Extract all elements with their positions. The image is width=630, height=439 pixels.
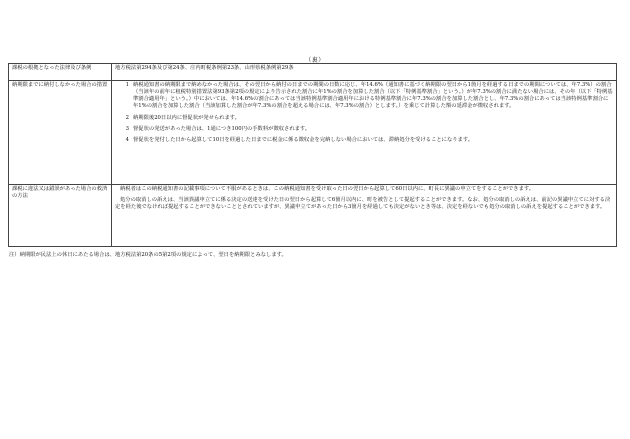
legal-basis-label: 課税の根拠となった法律及び条例 <box>9 64 112 81</box>
remedy-paragraph: 納税者はこの納税通知書の記載事項について不服があるときは、この納税通知書を受け取った日の翌日から起算して60日以内に、町長に異議の申立てをすることができます。 <box>120 186 535 192</box>
remedy-label: 課税に違法又は錯誤があった場合の救済の方法 <box>9 185 112 247</box>
item-number: 4 <box>125 136 129 143</box>
remedy-content <box>112 185 617 247</box>
item-text: 督促状の発送があった場合は、1通につき100円の手数料が徴収されます。 <box>133 125 311 132</box>
item-number: 2 <box>125 114 129 121</box>
item-text: 督促状を発付した日から起算して10日を経過した日までに税金に係る徴収金を完納しない場合においては、滞納処分を受けることになります。 <box>133 136 474 143</box>
list-item <box>115 82 613 111</box>
footnote: 注）納期限が民法上の休日にあたる場合は、地方税法第20条の5第2項の規定によって、翌日を納期限とみなします。 <box>9 252 287 258</box>
list-item <box>115 126 613 133</box>
legal-basis-content: 地方税法第294条及び第24条、庄内町税条例第23条、山形県税条例第29条 <box>112 64 617 81</box>
back-side-label: （裏） <box>305 57 325 64</box>
table-row-late-payment-measures <box>9 81 617 185</box>
tax-notice-info-table <box>8 63 617 247</box>
table-row-legal-basis <box>9 64 617 81</box>
late-payment-content <box>112 81 617 185</box>
list-item <box>115 137 613 144</box>
item-number: 1 <box>125 82 129 88</box>
remedy-paragraph: 処分の取消しの訴えは、当該異議申立てに係る決定の送達を受けた日の翌日から起算して6箇月以内に、町を被告として提起することができます。なお、処分の取消しの訴えは、前記の異議申立てに対する決定を経た後でなければ提起することができないこととされていますが、異議申立てがあった日から3箇月を経過しても決定がないとき等は、決定を経ないでも処分の取消しの訴えを提起することができます。 <box>115 197 611 211</box>
item-text: 納期限後20日以内に督促状が発せられます。 <box>133 114 240 121</box>
item-number: 3 <box>125 125 129 132</box>
list-item <box>115 115 613 122</box>
late-payment-label: 納期限までに納付しなかった場合の措置 <box>9 81 112 185</box>
item-text: 納税通知書の納期限まで納めなかった場合は、その翌日から納付の日までの期間の日数に応じ、年14.6%（通知書に基づく納期限の翌日から1箇月を経過する日までの期間については、年7.3%）の割合（当該年の前年に租税特別措置法第93条第2項の規定により告示された割合に年1%の割合を加算した割合（以下「特例基準割合」という。）が年7.3%の割合に満たない場合には、その年（以下「特例基準割合適用年」という。）中においては、年14.6%の割合にあっては当該特例基準割合適用年における特例基準割合に年7.3%の割合を加算した割合とし、年7.3%の割合にあっては当該特例基準割合に年1%の割合を加算した割合（当該加算した割合が年7.3%の割合を超える場合には、年7.3%の割合）とします。）を乗じて計算した額の延滞金が徴収されます。 <box>133 82 613 110</box>
table-row-remedy <box>9 185 617 247</box>
